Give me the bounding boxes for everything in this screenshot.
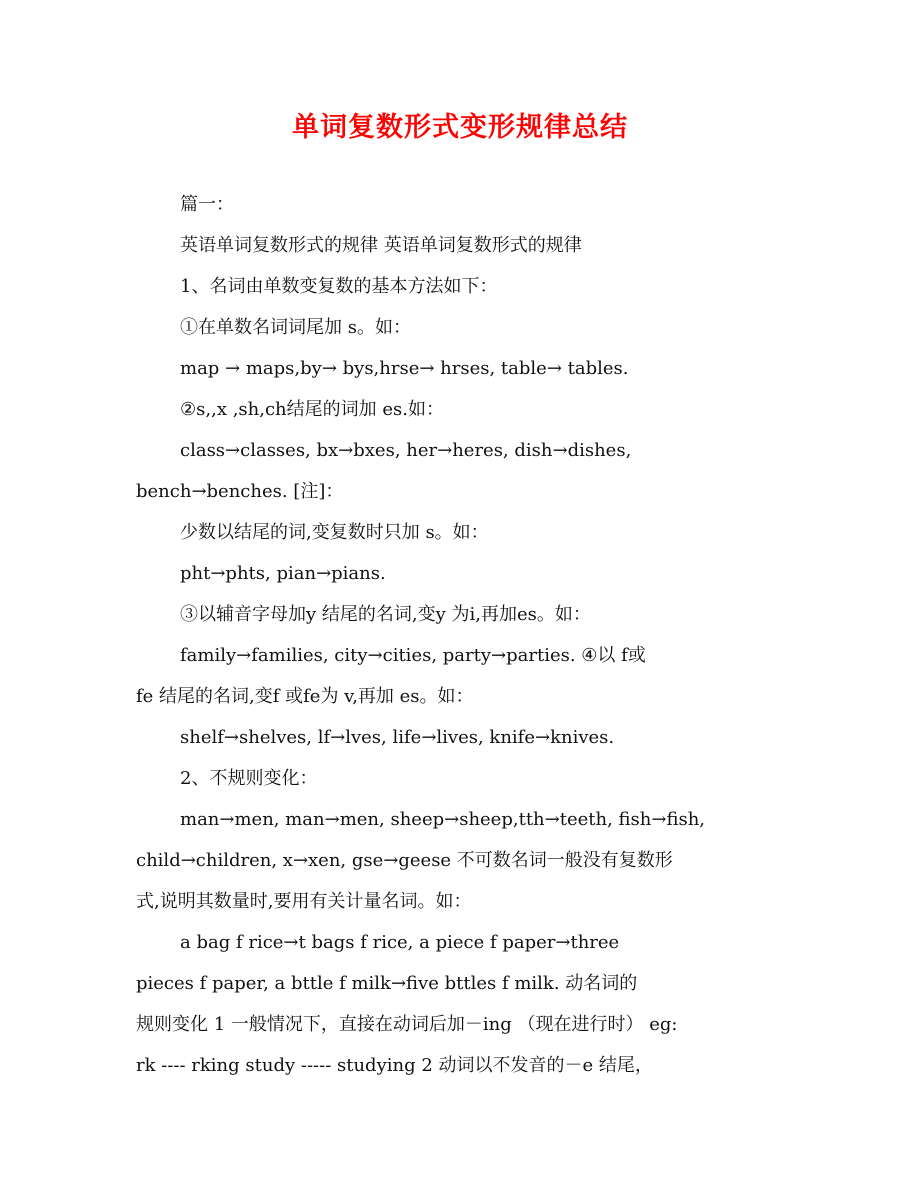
rule-item-2: ②s,,x ,sh,ch结尾的词加 es.如： xyxy=(180,399,444,420)
irregular-line-3: 式,说明其数量时,要用有关计量名词。如： xyxy=(136,891,472,912)
rule-item-3: ③以辅音字母加y 结尾的名词,变y 为i,再加es。如： xyxy=(180,604,591,625)
example-line-2-cont: bench→benches. [注]： xyxy=(136,481,344,502)
rule-item-4-cont: fe 结尾的名词,变f 或fe为 v,再加 es。如： xyxy=(136,686,474,707)
gerund-line-2: rk ---- rking study ----- studying 2 动词以不发音的－e 结尾， xyxy=(136,1055,653,1076)
rule-heading-1: 1、名词由单数变复数的基本方法如下： xyxy=(180,276,498,297)
irregular-line-1: man→men, man→men, sheep→sheep,tth→teeth, fish→fish, xyxy=(180,809,706,830)
example-line-1: map → maps,by→ bys,hrse→ hrses, table→ tables. xyxy=(180,358,629,379)
rule-item-1: ①在单数名词词尾加 s。如： xyxy=(180,317,411,338)
section-heading: 篇一： xyxy=(180,194,234,215)
document-title: 单词复数形式变形规律总结 xyxy=(292,112,628,143)
example-line-2: class→classes, bx→bxes, her→heres, dish→dishes, xyxy=(180,440,632,461)
measure-line-1: a bag f rice→t bags f rice, a piece f paper→three xyxy=(180,932,620,953)
rule-heading-2: 2、不规则变化： xyxy=(180,768,318,789)
gerund-line-1: 规则变化 1 一般情况下，直接在动词后加－ing （现在进行时） eg: xyxy=(136,1014,678,1035)
example-line-3: pht→phts, pian→pians. xyxy=(180,563,386,584)
example-line-4: family→families, city→cities, party→parties. ④以 f或 xyxy=(180,645,646,666)
note-line: 少数以结尾的词,变复数时只加 s。如： xyxy=(180,522,489,543)
subtitle-line: 英语单词复数形式的规律 英语单词复数形式的规律 xyxy=(180,235,582,256)
measure-line-2: pieces f paper, a bttle f milk→five bttles f milk. 动名词的 xyxy=(136,973,638,994)
example-line-5: shelf→shelves, lf→lves, life→lives, knife→knives. xyxy=(180,727,615,748)
document-body xyxy=(136,184,776,1086)
irregular-line-2: child→children, x→xen, gse→geese 不可数名词一般没有复数形 xyxy=(136,850,673,871)
